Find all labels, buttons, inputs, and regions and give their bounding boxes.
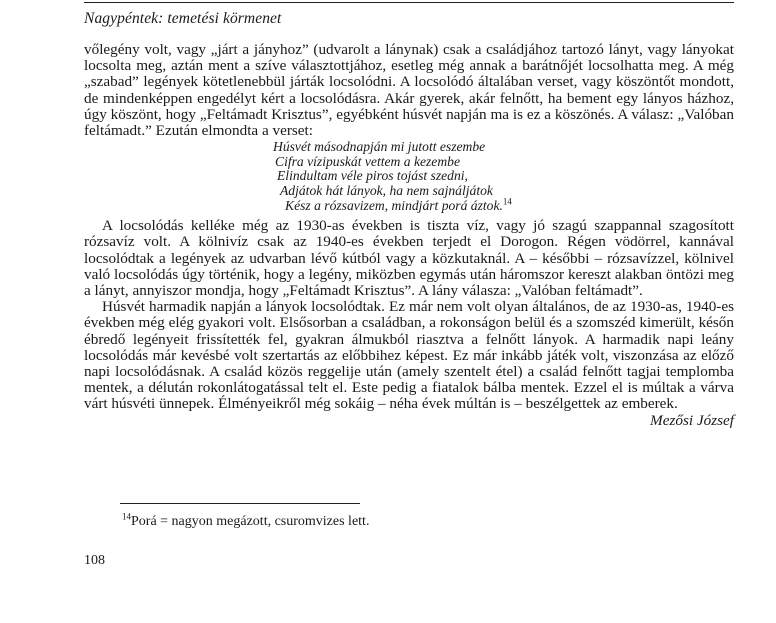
paragraph: A locsolódás kelléke még az 1930-as években is tiszta víz, vagy jó szagú szappannal szagosított rózsavíz volt. A kölnivíz csak az 1940-es években terjedt el Dorogon. Régen vödörrel, kannával locsolódtak a legények az udvarban lévő kútból vagy a közkutaknál. A – későbbi – rózsavízzel, kölnivel való locsolódás úgy történik, hogy a legény, miközben egymás után háromszor kereszt alakban öntözi meg a lányt, annyiszor mondja, hogy „Feltámadt Krisztus”. A lány válasza: „Valóban feltámadt”. <box>84 217 734 299</box>
author-signature: Mezősi József <box>650 411 734 429</box>
running-head: Nagypéntek: temetési körmenet <box>84 10 282 27</box>
footnote <box>122 511 370 530</box>
footnote-text: Porá = nagyon megázott, csuromvizes lett. <box>131 514 370 529</box>
poem-line: Cifra vízipuskát vettem a kezembe <box>275 153 460 169</box>
poem-line-text: Kész a rózsavizem, mindjárt porá áztok. <box>285 197 503 213</box>
footnote-number: 14 <box>122 511 131 522</box>
poem-line: Húsvét másodnapján mi jutott eszembe <box>273 139 486 155</box>
main-text <box>84 42 734 429</box>
poem-line-last <box>273 196 734 214</box>
top-rule <box>84 2 734 3</box>
poem-line: Adjátok hát lányok, ha nem sajnáljátok <box>280 183 493 198</box>
footnote-reference: 14 <box>502 196 512 207</box>
paragraph: vőlegény volt, vagy „járt a jányhoz” (udvarolt a lánynak) csak a családjához tartozó lányt, vagy lányokat locsolta meg, aztán ment a szíve választottjához, esetleg még annak a barátnőjét locsolhatta meg. A még „szabad” legények kötetlenebbül járták locsolódni. A locsolódó általában verset, vagy köszöntőt mondott, de mindenképpen engedélyt kért a locsolódásra. Akár gyerek, akár felnőtt, ha bement egy lányos házhoz, úgy köszönt, hogy „Feltámadt Krisztus”, egyébként húsvét napján ma is ez a köszönés. A válasz: „Valóban feltámadt.” Ezután elmondta a verset: <box>84 41 734 140</box>
footnote-rule <box>120 503 360 504</box>
poem-line: Elindultam véle piros tojást szedni, <box>277 168 468 184</box>
poem <box>273 140 734 213</box>
page-number: 108 <box>84 553 105 568</box>
paragraph: Húsvét harmadik napján a lányok locsolódtak. Ez már nem volt olyan általános, de az 1930-as, 1940-es években még elég gyakori volt. Elsősorban a családban, a rokonságon belül és a szomszéd kimerült, későn ébredő legényeit frissítették fel, gyakran álmukból riasztva a felnőtt lányok. A harmadik napi leány locsolódás már kevésbé volt szertartás az előbbihez képest. Ez már inkább játék volt, viszonzása az előző napi locsolódásnak. A család közös reggelije után (amely szentelt étel) a család felnőtt tagjai templomba mentek, a délután rokonlátogatással telt el. Este pedig a fiatalok bálba mentek. Ezzel el is múltak a várva várt húsvéti ünnepek. Élményeikről még sokáig – néha évek múltán is – beszélgettek az emberek. <box>84 298 734 413</box>
